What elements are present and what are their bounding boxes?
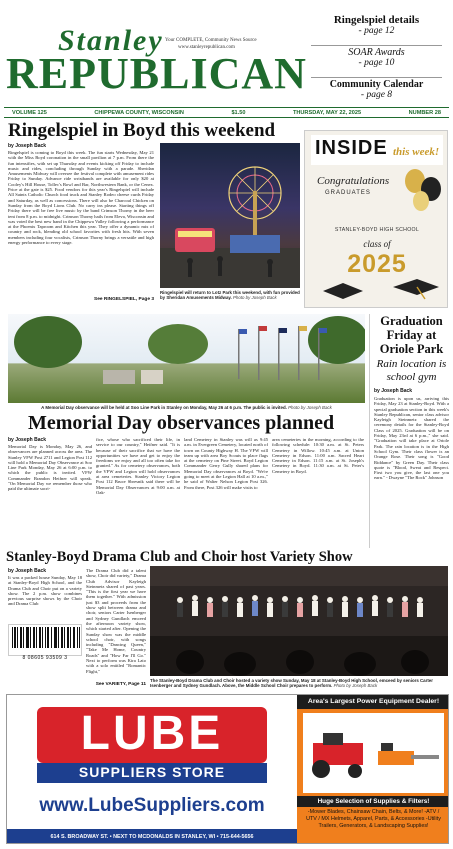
variety-photo <box>150 566 448 676</box>
teaser-title: Community Calendar <box>329 79 424 90</box>
caption-text: Ringelspiel will return to Lotz Park this weekend, with fun provided by Sheridan Amusements Midway. <box>160 290 300 300</box>
memorial-col-2: fice, whose who sacrificed their life, in service to our country," Heifner said. "It is because of their sacrifice that we have the opportunities we have and get to enjoy the freedoms we enjoy and all too often take for granted." As for cemetery observances, both the VFW and Legion will hold observances at area cemeteries. Stanley Victory Legion Post 112 Bruce Sbresnik said there will be Memorial Day Observances at 9:00 a.m. at Oak- <box>96 437 180 495</box>
congrats-text: Congratulations <box>317 175 390 187</box>
memorial-col-3: land Cemetery in Stanley was will as 9:45 a.m. in Evergreen Cemetery, located north of town on County Highway H. The VFW will team up with area Boy Scouts to place flags at the cemetery on Pine Street. Boyd Legion Commander Gerry Gully shared plans for Memorial Day observances at Boyd. "We're going to meet at the Legion Hall at 10 a.m.," he said of Walter Nelson Legion Post 326. From there, Post 326 will make visits to <box>184 437 268 490</box>
ringelspiel-headline: Ringelspiel in Boyd this weekend <box>8 120 276 141</box>
ringelspiel-caption <box>160 290 300 300</box>
teaser-soar[interactable] <box>305 47 448 75</box>
ad-left <box>7 695 297 844</box>
teaser-title: SOAR Awards <box>348 47 405 58</box>
masthead-tagline: Your COMPLETE, Community News Source <box>165 38 257 43</box>
volume: VOLUME 125 <box>12 109 47 116</box>
masthead-republican: REPUBLICAN <box>6 49 307 98</box>
memorial-photo <box>8 314 365 403</box>
barcode-graphic <box>9 625 83 650</box>
teaser-title: Ringelspiel details <box>333 14 420 26</box>
ringelspiel-byline: by Joseph Back <box>8 143 47 149</box>
ad-address-bar: 614 S. BROADWAY ST. • NEXT TO MCDONALDS IN STANLEY, WI • 715-644-5656 <box>7 829 297 844</box>
caption-credit: Photo by Joseph Back <box>232 295 277 300</box>
ad-right-sub: Huge Selection of Supplies & Filters! <box>297 796 449 807</box>
graduation-headline: Graduation Friday at Oriole Park <box>379 314 444 356</box>
school-name: STANLEY-BOYD HIGH SCHOOL <box>334 227 420 233</box>
ad-right <box>297 695 449 844</box>
masthead-website: www.stanleyrepublican.com <box>178 45 235 50</box>
barcode <box>8 624 82 661</box>
location: CHIPPEWA COUNTY, WISCONSIN <box>94 109 184 116</box>
teaser-calendar[interactable] <box>305 79 448 107</box>
memorial-headline: Memorial Day observances planned <box>28 412 335 434</box>
inside-word: INSIDE <box>315 137 388 159</box>
graduation-article <box>369 314 449 548</box>
graduation-body: Graduation is upon us, arriving this Friday, May 23 at Stanley-Boyd. With a special graduation section in this week's Stanley Republican, senior class advisor Kayleigh Steinmetz shared the ceremony details for the Stanley-Boyd Class of 2025. Graduation will be on Friday, May 23rd at 6 p.m.," she said. "Graduation will take place at Oriole Park. The rain location is in the High School Gym. Their class flower is an Orange Rose. Their song is "Good Riddance" by Green Day. Their class quote is "Blood, Sweat and Respect. First two you give, the last one you earn." - Dwayne "The Rock" Johnson <box>374 396 449 481</box>
caption-text: A Memorial Day observance will be held at Soo Line Park in Stanley on Monday, May 26 at 6 p.m. The public is invited. <box>41 405 287 410</box>
variety-see-link[interactable]: See VARIETY, Page 11 <box>95 682 146 687</box>
balloons-graphic <box>401 167 447 217</box>
inside-promo[interactable] <box>304 130 448 308</box>
masthead <box>0 0 307 100</box>
memorial-photo-caption <box>8 405 365 410</box>
teaser-page: - page 8 <box>360 90 393 100</box>
caption-credit: Photo by Joseph Back <box>288 405 332 410</box>
carnival-photo <box>160 143 300 288</box>
issue-date: THURSDAY, MAY 22, 2025 <box>292 109 362 116</box>
masthead-stanley: Stanley <box>58 24 164 57</box>
memorial-col-4: area cemeteries in the morning, according to the following schedule: 10:30 a.m. at St. Peters Cemetery in Willow. 10:45 a.m. at Union Cemetery in Edson. 11:00 a.m. Sacred Heart Cemetery in Edson. 11:15 a.m. at St. Joseph's Cemetery in Boyd. 11:30 a.m. at St. Peter's Cemetery in Boyd. <box>272 437 364 474</box>
price: $1.50 <box>231 109 246 116</box>
graduation-byline: by Joseph Back <box>374 388 413 394</box>
mower-graphic <box>303 713 444 793</box>
teaser-page: - page 12 <box>358 26 395 36</box>
variety-col-2: The Drama Club did a talent show, Choir did variety," Drama Club Advisor Kayleigh Steinmetz shared of past years. "This is the first year we have them together." With admission just $3 and proceeds from the show split between drama and choir, seniors Carter Isenberger and Sydney Gundlach emceed the afternoon variety show, which started after. Opening the Sunday show was the middle school choir, with songs including "Dancing Queen," "Take Me Home, Country Roads" and "How Far I'll Go." Next to perform was Kira Lato with a solo entitled "Romantic Flight," <box>86 568 146 674</box>
variety-headline: Stanley-Boyd Drama Club and Choir host Variety Show <box>6 549 353 565</box>
issue-number: NUMBER 28 <box>408 109 441 116</box>
inside-sub: this week! <box>393 146 440 158</box>
variety-byline: by Joseph Back <box>8 568 47 574</box>
graduates-text: GRADUATES <box>325 190 371 196</box>
ringelspiel-body: Ringelspiel is coming to Boyd this week. The fun starts Wednesday, May 21 with the Miss Boyd coronation in the small pavilion at 7 p.m. From there the fun intensifies, with set up Thursday and events kicking off Friday to include music and rides, concluding through Sunday with a parade. Sheridan Amusements Midway will oversee the festival complete with amusement rides Friday to Sunday. Advance ride wristbands are available for only $20 at Cooley's Hill House, Tollec's Bowl and Bar, Northwestern Bank, or the Cenex. Price at the gate is $25. Food vendors for this year's Ringelspiel will include All Saints Catholic Church food truck and Stanley Rodeo cheese curds Friday and Saturday, as well as concessions. There will also be Charcoal Chicken on Sunday from the Boyd Lions Club. No carry ins please. Starting things off Friday there will be free live music by the band Crimson Thorny in the beer tent from 8 p.m. to midnight. Crimson Thorny hails from Eleva, Wisconsin and was voted the best new band in the Chippewa Valley following a performance at the Phoenix Taproom and Kitchen this year. They offer a dynamic mix of country and rock, blending old school favorites with fresh hits. With seven members including four vocalists, Crimson Thorny brings a versatile and high energy performance to every stage. <box>8 150 154 246</box>
teaser-box <box>305 14 448 104</box>
inside-banner <box>311 135 443 165</box>
memorial-byline: by Joseph Back <box>8 437 47 443</box>
suppliers-word: SUPPLIERS STORE <box>78 764 226 780</box>
year-text: 2025 <box>347 250 407 278</box>
teaser-divider <box>311 45 442 46</box>
memorial-col-1: Memorial Day is Monday, May 26, and observances are planned across the area. The Stanley VFW Post 2711 and Legion Post 112 will hold a Memorial Day Observance at Soo Line Park Monday, May 26 at 6:00 p.m. to which the public is invited. VFW Commander Brandon Heifner will speak. "On Memorial Day we remember those who paid the ultimate sacri- <box>8 444 92 492</box>
mortarboard-icon <box>313 277 441 305</box>
lube-word: LUBE <box>80 707 224 760</box>
ad-right-title: Area's Largest Power Equipment Dealer! <box>297 695 449 709</box>
ad-url[interactable]: www.LubeSuppliers.com <box>39 795 265 816</box>
info-bar <box>4 107 449 118</box>
ad-right-lines: -Mower Blades, Chainsaw Chain, Belts, & More! -ATV / UTV / MX Helmets, Apparel, Parts, & Accessories -Utility Trailers, Generators, & Landscaping Supplies! <box>306 809 441 829</box>
teaser-divider <box>311 77 442 78</box>
ringelspiel-see-link[interactable]: See RINGELSPIEL, Page 3 <box>94 297 154 302</box>
caption-credit: Photo by Joseph Back <box>333 683 378 688</box>
graduation-subhead: Rain location is school gym <box>376 358 447 383</box>
variety-col-1: It was a packed house Sunday, May 18 at Stanley-Boyd High School, and the Drama Club and Choir put on a variety show. The 2 p.m. show combines previous surprise shows by the Choir and Drama Club <box>8 575 82 607</box>
lube-ad[interactable] <box>6 694 449 844</box>
barcode-digits: 8 08605 93509 3 <box>22 655 68 661</box>
variety-caption <box>150 678 448 688</box>
teaser-ringelspiel[interactable] <box>305 14 448 44</box>
classof-text: class of <box>363 239 391 249</box>
caption-text: The Stanley-Boyd Drama Club and Choir hosted a variety show Sunday, May 18 at Stanley-Boyd High School, emceed by seniors Carter Isenberger and Sydney Gundlach. Above, the Middle School Choir prepares to perform. <box>150 678 433 688</box>
teaser-page: - page 10 <box>358 58 395 68</box>
